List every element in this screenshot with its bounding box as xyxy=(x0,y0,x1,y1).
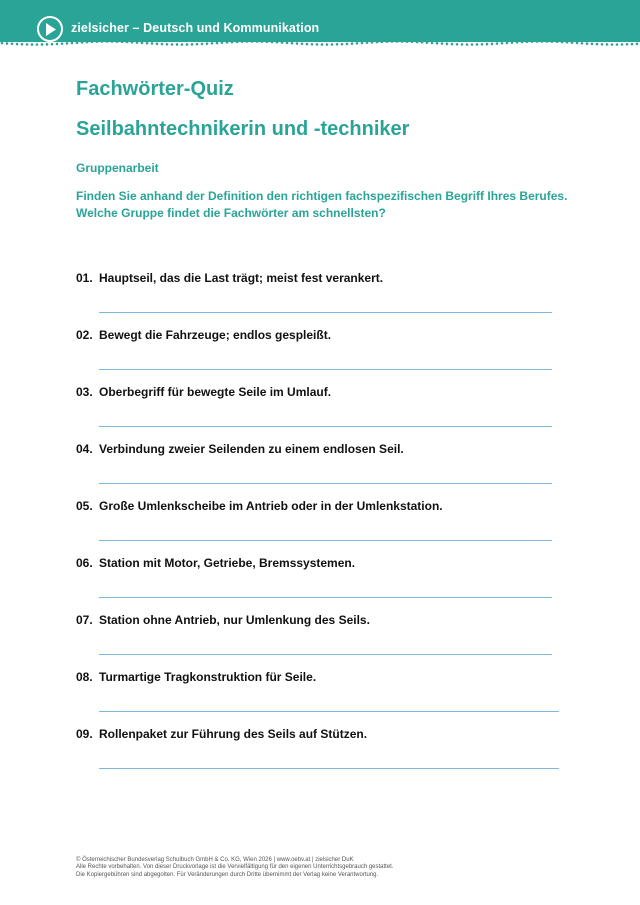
answer-line[interactable] xyxy=(99,369,552,370)
page-subtitle: Seilbahntechnikerin und -techniker xyxy=(76,118,410,140)
answer-line[interactable] xyxy=(99,483,552,484)
question-text: Oberbegriff für bewegte Seile im Umlauf. xyxy=(99,385,332,399)
brand-label: zielsicher – Deutsch und Kommunikation xyxy=(71,21,320,35)
footer-line-2: Alle Rechte vorbehalten. Von dieser Druckvorlage ist die Vervielfältigung für den eigenen Unterrichtsgebrauch gestattet. xyxy=(76,864,394,871)
question-text: Rollenpaket zur Führung des Seils auf Stützen. xyxy=(99,727,368,741)
answer-line[interactable] xyxy=(99,540,552,541)
question-item xyxy=(76,670,316,684)
question-text: Hauptseil, das die Last trägt; meist fest verankert. xyxy=(99,271,384,285)
instructions xyxy=(76,188,596,222)
question-text: Große Umlenkscheibe im Antrieb oder in der Umlenkstation. xyxy=(99,499,443,513)
copyright-footer xyxy=(76,857,394,879)
question-text: Turmartige Tragkonstruktion für Seile. xyxy=(99,670,317,684)
question-number: 07. xyxy=(76,613,93,627)
question-item xyxy=(76,442,404,456)
instruction-line-2: Welche Gruppe findet die Fachwörter am schnellsten? xyxy=(76,206,386,220)
question-text: Bewegt die Fahrzeuge; endlos gespleißt. xyxy=(99,328,332,342)
question-item xyxy=(76,727,367,741)
activity-type: Gruppenarbeit xyxy=(76,161,159,175)
play-circle-icon xyxy=(37,16,63,42)
question-text: Verbindung zweier Seilenden zu einem endlosen Seil. xyxy=(99,442,404,456)
answer-line[interactable] xyxy=(99,768,559,769)
question-item xyxy=(76,556,355,570)
answer-line[interactable] xyxy=(99,426,552,427)
question-item xyxy=(76,328,331,342)
footer-line-3: Die Kopiergebühren sind abgegolten. Für Veränderungen durch Dritte übernimmt der Verlag keine Verantwortung. xyxy=(76,871,379,878)
question-item xyxy=(76,613,370,627)
answer-line[interactable] xyxy=(99,654,552,655)
answer-line[interactable] xyxy=(99,597,552,598)
question-number: 02. xyxy=(76,328,93,342)
question-number: 08. xyxy=(76,670,93,684)
question-text: Station ohne Antrieb, nur Umlenkung des Seils. xyxy=(99,613,370,627)
footer-line-1: © Österreichischer Bundesverlag Schulbuch GmbH & Co. KG, Wien 2026 | www.oebv.at | zielsicher DuK xyxy=(76,857,354,863)
instruction-line-1: Finden Sie anhand der Definition den richtigen fachspezifischen Begriff Ihres Berufes. xyxy=(76,189,568,203)
question-number: 01. xyxy=(76,271,93,285)
answer-line[interactable] xyxy=(99,312,552,313)
header-dotted-edge xyxy=(0,38,640,48)
question-number: 05. xyxy=(76,499,93,513)
question-number: 06. xyxy=(76,556,93,570)
question-number: 04. xyxy=(76,442,93,456)
question-number: 03. xyxy=(76,385,93,399)
answer-line[interactable] xyxy=(99,711,559,712)
question-text: Station mit Motor, Getriebe, Bremssystemen. xyxy=(99,556,356,570)
question-number: 09. xyxy=(76,727,93,741)
page-title: Fachwörter-Quiz xyxy=(76,78,234,100)
question-item xyxy=(76,385,331,399)
question-item xyxy=(76,271,383,285)
question-item xyxy=(76,499,443,513)
